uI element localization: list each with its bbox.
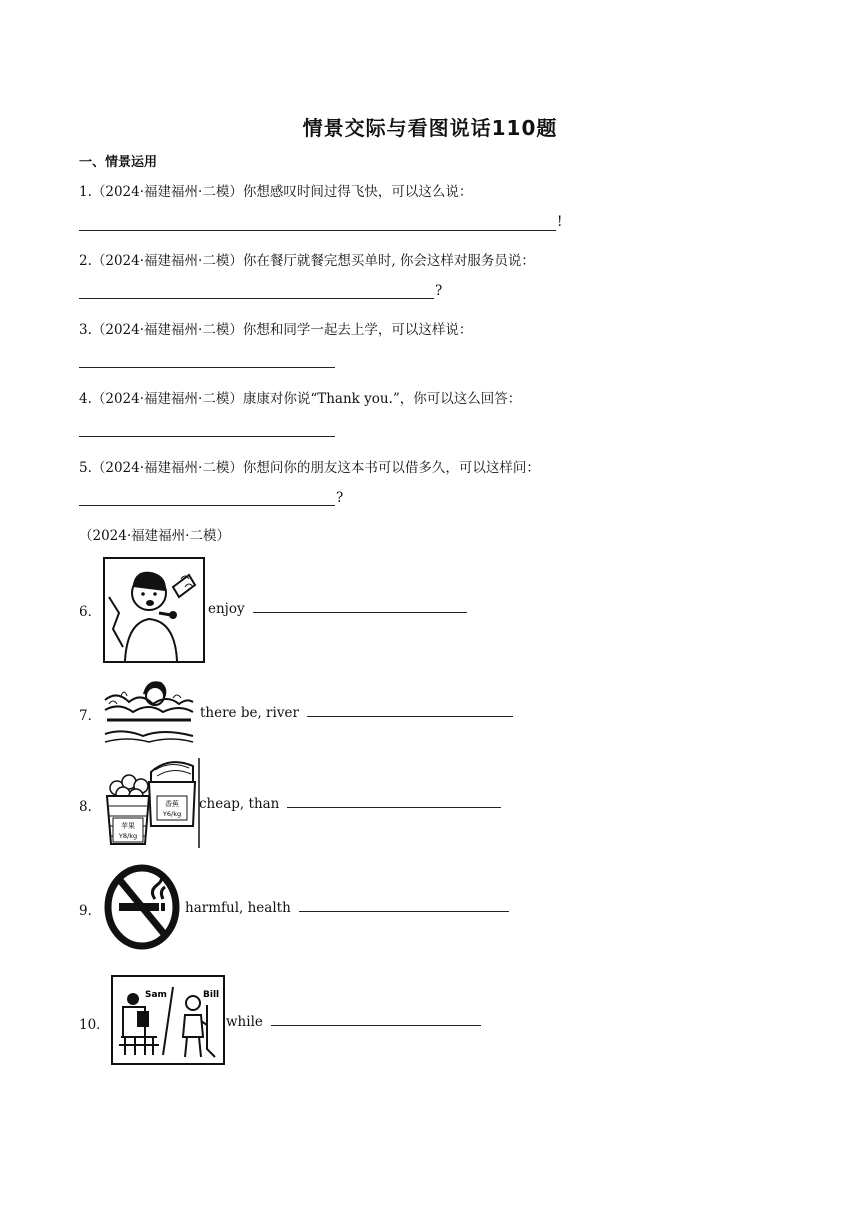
page-title: 情景交际与看图说话110题 xyxy=(302,116,558,140)
question-1-end: ! xyxy=(557,214,563,230)
no-smoking-icon xyxy=(103,863,181,951)
sam-label: Sam xyxy=(145,990,167,1000)
banana-price: Y6/kg xyxy=(162,810,182,818)
question-2-end: ? xyxy=(435,283,443,299)
answer-line-9[interactable] xyxy=(299,899,509,912)
answer-line-3[interactable] xyxy=(79,367,335,368)
item-7-number: 7． xyxy=(79,708,102,724)
item-9-row xyxy=(185,899,509,916)
answer-line-1[interactable] xyxy=(79,230,556,231)
answer-line-10[interactable] xyxy=(271,1013,481,1026)
boy-swimming-icon xyxy=(103,670,195,746)
item-10-hint: while xyxy=(226,1014,263,1030)
answer-line-7[interactable] xyxy=(307,704,513,717)
item-7-hint: there be, river xyxy=(200,705,299,721)
apple-label: 苹果 xyxy=(121,822,135,830)
question-3: 3.（2024·福建福州·二模）你想和同学一起去上学，可以这样说： xyxy=(79,322,473,338)
item-6-number: 6． xyxy=(79,604,102,620)
answer-line-5[interactable] xyxy=(79,505,335,506)
item-10-row xyxy=(226,1013,481,1030)
item-6-hint: enjoy xyxy=(208,601,245,617)
item-9-hint: harmful, health xyxy=(185,900,291,916)
item-8-number: 8． xyxy=(79,799,102,815)
answer-line-2[interactable] xyxy=(79,298,434,299)
question-2: 2.（2024·福建福州·二模）你在餐厅就餐完想买单时, 你会这样对服务员说： xyxy=(79,253,535,269)
boy-singing-icon xyxy=(103,557,205,663)
item-10-number: 10． xyxy=(79,1017,110,1033)
answer-line-4[interactable] xyxy=(79,436,335,437)
answer-line-8[interactable] xyxy=(287,795,501,808)
question-4: 4.（2024·福建福州·二模）康康对你说“Thank you.”，你可以这么回答： xyxy=(79,391,522,407)
item-8-row xyxy=(199,795,501,812)
item-8-hint: cheap, than xyxy=(199,796,280,812)
bill-label: Bill xyxy=(203,990,220,1000)
apple-price: Y8/kg xyxy=(118,832,138,840)
item-6-row xyxy=(208,600,467,617)
question-1: 1.（2024·福建福州·二模）你想感叹时间过得飞快，可以这么说： xyxy=(79,184,473,200)
sam-bill-icon xyxy=(111,975,227,1069)
banana-label: 香蕉 xyxy=(165,800,179,808)
item-9-number: 9． xyxy=(79,903,102,919)
section-heading: 一、情景运用 xyxy=(79,155,158,170)
fruit-baskets-icon xyxy=(103,756,201,850)
question-5: 5.（2024·福建福州·二模）你想问你的朋友这本书可以借多久，可以这样问： xyxy=(79,460,540,476)
answer-line-6[interactable] xyxy=(253,600,467,613)
picture-source: （2024·福建福州·二模） xyxy=(79,528,230,544)
question-5-end: ? xyxy=(336,490,344,506)
item-7-row xyxy=(200,704,513,721)
